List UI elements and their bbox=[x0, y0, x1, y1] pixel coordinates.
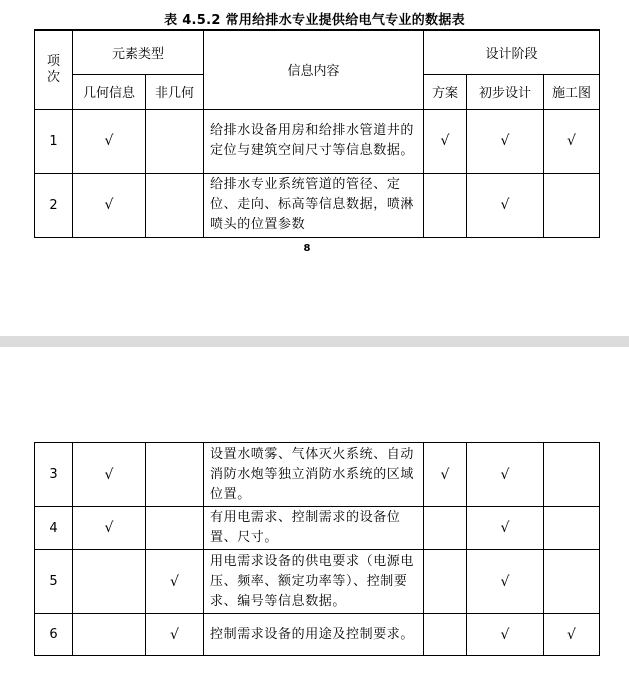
non-geometric-cell: √ bbox=[146, 614, 204, 656]
geometric-cell bbox=[73, 614, 146, 656]
geometric-cell: √ bbox=[73, 507, 146, 550]
info-cell: 设置水喷雾、气体灭火系统、自动消防水炮等独立消防水系统的区域位置。 bbox=[204, 443, 424, 507]
table-row bbox=[35, 443, 600, 507]
row-number: 5 bbox=[35, 550, 73, 614]
construction-cell bbox=[544, 550, 600, 614]
non-geometric-cell bbox=[146, 443, 204, 507]
page-separator bbox=[0, 336, 629, 347]
construction-cell: √ bbox=[544, 109, 600, 173]
non-geometric-cell bbox=[146, 507, 204, 550]
header-scheme: 方案 bbox=[424, 74, 467, 109]
info-cell: 给排水专业系统管道的管径、定位、走向、标高等信息数据，喷淋喷头的位置参数 bbox=[204, 173, 424, 237]
geometric-cell: √ bbox=[73, 109, 146, 173]
data-table-page-1 bbox=[34, 29, 600, 238]
table-row bbox=[35, 109, 600, 173]
info-cell: 给排水设备用房和给排水管道井的定位与建筑空间尺寸等信息数据。 bbox=[204, 109, 424, 173]
construction-cell: √ bbox=[544, 614, 600, 656]
non-geometric-cell bbox=[146, 109, 204, 173]
table-row bbox=[35, 550, 600, 614]
table-row bbox=[35, 173, 600, 237]
data-table-page-2 bbox=[34, 442, 600, 656]
header-design-stage: 设计阶段 bbox=[424, 30, 600, 74]
info-cell: 控制需求设备的用途及控制要求。 bbox=[204, 614, 424, 656]
table-row bbox=[35, 614, 600, 656]
row-number: 4 bbox=[35, 507, 73, 550]
scheme-cell bbox=[424, 173, 467, 237]
header-index: 项 次 bbox=[35, 30, 73, 109]
construction-cell bbox=[544, 443, 600, 507]
table-title: 表 4.5.2 常用给排水专业提供给电气专业的数据表 bbox=[164, 13, 465, 28]
preliminary-cell: √ bbox=[467, 173, 544, 237]
preliminary-cell: √ bbox=[467, 614, 544, 656]
table-row bbox=[35, 507, 600, 550]
header-non-geometric: 非几何 bbox=[146, 74, 204, 109]
row-number: 1 bbox=[35, 109, 73, 173]
geometric-cell bbox=[73, 550, 146, 614]
geometric-cell: √ bbox=[73, 173, 146, 237]
header-info: 信息内容 bbox=[204, 30, 424, 109]
geometric-cell: √ bbox=[73, 443, 146, 507]
row-number: 3 bbox=[35, 443, 73, 507]
non-geometric-cell bbox=[146, 173, 204, 237]
preliminary-cell: √ bbox=[467, 507, 544, 550]
preliminary-cell: √ bbox=[467, 109, 544, 173]
row-number: 6 bbox=[35, 614, 73, 656]
info-cell: 用电需求设备的供电要求（电源电压、频率、额定功率等）、控制要求、编号等信息数据。 bbox=[204, 550, 424, 614]
header-construction: 施工图 bbox=[544, 74, 600, 109]
preliminary-cell: √ bbox=[467, 550, 544, 614]
construction-cell bbox=[544, 173, 600, 237]
info-cell: 有用电需求、控制需求的设备位置、尺寸。 bbox=[204, 507, 424, 550]
scheme-cell bbox=[424, 507, 467, 550]
scheme-cell bbox=[424, 550, 467, 614]
scheme-cell bbox=[424, 614, 467, 656]
header-geometric: 几何信息 bbox=[73, 74, 146, 109]
scheme-cell: √ bbox=[424, 443, 467, 507]
scheme-cell: √ bbox=[424, 109, 467, 173]
non-geometric-cell: √ bbox=[146, 550, 204, 614]
construction-cell bbox=[544, 507, 600, 550]
header-preliminary: 初步设计 bbox=[467, 74, 544, 109]
header-element-type: 元素类型 bbox=[73, 30, 204, 74]
page-number: 8 bbox=[303, 243, 311, 254]
preliminary-cell: √ bbox=[467, 443, 544, 507]
row-number: 2 bbox=[35, 173, 73, 237]
